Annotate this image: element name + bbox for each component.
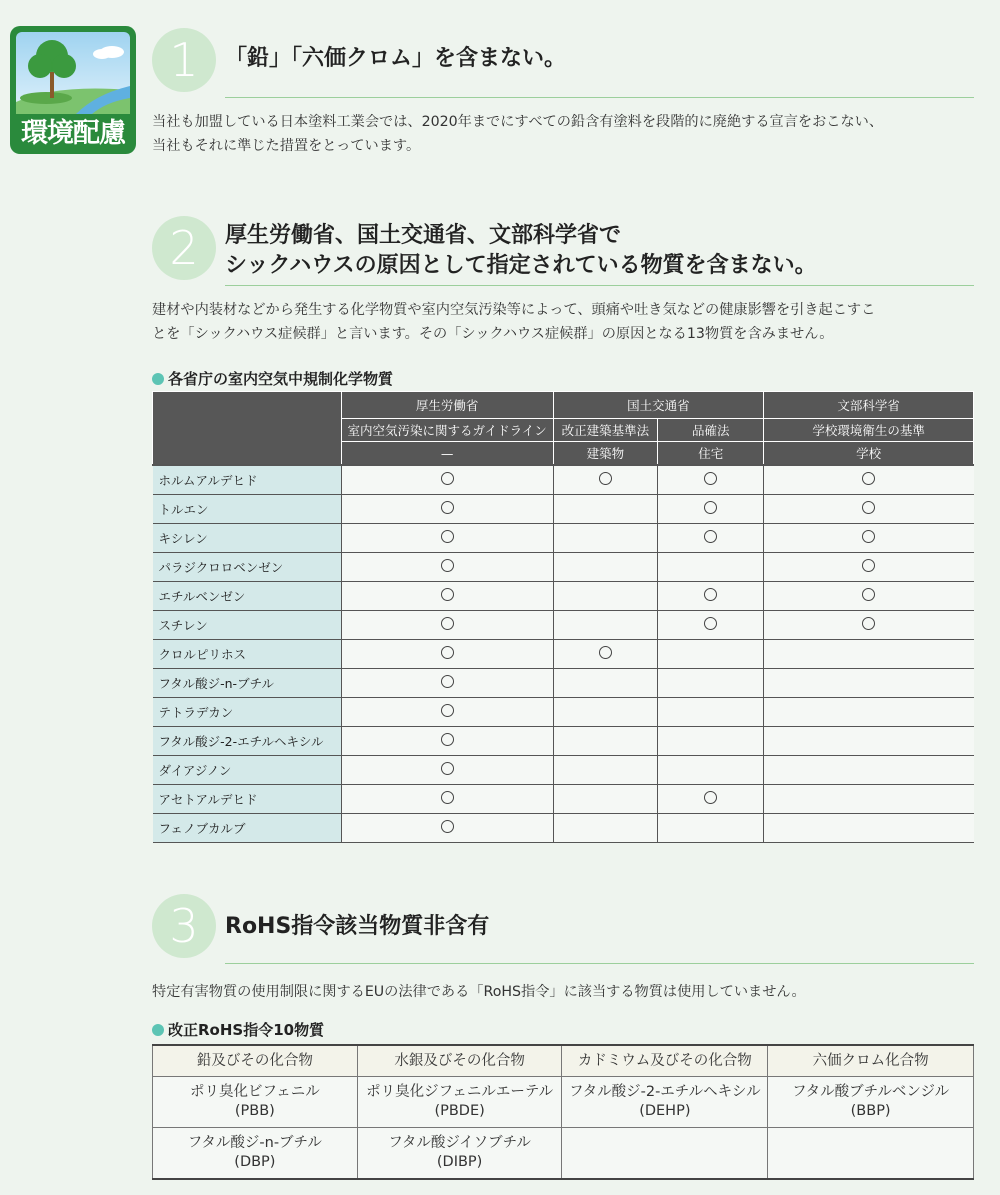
section-3-title-line: RoHS指令該当物質非含有 [225, 914, 490, 939]
regulation-mark-cell [341, 698, 553, 727]
regulated-circle-icon [704, 472, 717, 485]
regulation-mark-cell [764, 785, 974, 814]
regulated-circle-icon [704, 501, 717, 514]
regulated-circle-icon [704, 588, 717, 601]
regulation-mark-cell [764, 465, 974, 495]
regulation-mark-cell [658, 785, 764, 814]
substance-name-cell: スチレン [153, 611, 342, 640]
regulation-mark-cell [553, 640, 658, 669]
paragraph-line: 特定有害物質の使用制限に関するEUの法律である「RoHS指令」に該当する物質は使用していません。 [152, 984, 806, 1000]
target-header: 住宅 [658, 442, 764, 466]
substance-abbr: (DIBP) [436, 1154, 483, 1170]
regulation-mark-cell [553, 785, 658, 814]
regulation-mark-cell [341, 582, 553, 611]
chem-table-heading [152, 368, 393, 389]
section-2-title [225, 221, 817, 281]
regulation-mark-cell [341, 640, 553, 669]
regulation-mark-cell [764, 524, 974, 553]
regulated-circle-icon [441, 588, 454, 601]
paragraph-line: 当社もそれに準じた措置をとっています。 [152, 138, 421, 154]
regulation-mark-cell [341, 785, 553, 814]
regulated-circle-icon [441, 530, 454, 543]
regulation-mark-cell [764, 582, 974, 611]
regulated-circle-icon [441, 501, 454, 514]
regulation-mark-cell [553, 756, 658, 785]
substance-name-cell: ホルムアルデヒド [153, 465, 342, 495]
regulated-circle-icon [862, 501, 875, 514]
section-2-title-line: シックハウスの原因として指定されている物質を含まない。 [225, 253, 817, 278]
rohs-cell [153, 1128, 358, 1180]
regulation-mark-cell [658, 465, 764, 495]
regulation-mark-cell [764, 756, 974, 785]
table-row [153, 465, 974, 495]
regulation-mark-cell [658, 756, 764, 785]
rohs-header-cell: 六価クロム化合物 [768, 1045, 974, 1077]
table-row [153, 785, 974, 814]
regulation-mark-cell [341, 669, 553, 698]
target-header: 学校 [764, 442, 974, 466]
table-row [153, 582, 974, 611]
section-1-number: 1 [152, 28, 216, 92]
regulated-circle-icon [441, 472, 454, 485]
substance-name-cell: クロルピリホス [153, 640, 342, 669]
substance-name-cell: エチルベンゼン [153, 582, 342, 611]
regulation-mark-cell [764, 814, 974, 843]
substance-abbr: (BBP) [850, 1103, 891, 1119]
regulated-circle-icon [862, 530, 875, 543]
regulation-mark-cell [341, 553, 553, 582]
regulation-mark-cell [553, 698, 658, 727]
rohs-table-heading-text: 改正RoHS指令10物質 [168, 1021, 325, 1039]
regulation-mark-cell [553, 524, 658, 553]
regulation-mark-cell [553, 465, 658, 495]
eco-badge [10, 26, 136, 154]
regulated-circle-icon [704, 791, 717, 804]
regulated-circle-icon [441, 704, 454, 717]
section-1-title-line: 「鉛」「六価クロム」を含まない。 [225, 46, 567, 71]
regulation-mark-cell [764, 640, 974, 669]
substance-abbr: (DBP) [234, 1154, 276, 1170]
regulation-mark-cell [658, 611, 764, 640]
dept-header: 厚生労働省 [341, 392, 553, 419]
regulation-mark-cell [764, 611, 974, 640]
substance-name-cell: フタル酸ジ-2-エチルヘキシル [153, 727, 342, 756]
section-1-paragraph [152, 110, 883, 158]
regulated-circle-icon [441, 617, 454, 630]
table-row [153, 495, 974, 524]
paragraph-line: とを「シックハウス症候群」と言います。その「シックハウス症候群」の原因となる13物質を含みません。 [152, 326, 834, 342]
regulation-mark-cell [658, 727, 764, 756]
regulation-mark-cell [553, 727, 658, 756]
regulation-mark-cell [553, 814, 658, 843]
rohs-cell [768, 1077, 974, 1128]
rohs-cell [562, 1128, 768, 1180]
substance-name-cell: ダイアジノン [153, 756, 342, 785]
bullet-dot-icon [152, 1024, 164, 1036]
rohs-cell [153, 1077, 358, 1128]
table-row [153, 698, 974, 727]
regulated-circle-icon [862, 617, 875, 630]
regulation-mark-cell [341, 524, 553, 553]
regulated-circle-icon [862, 472, 875, 485]
table-row [153, 756, 974, 785]
rohs-cell [562, 1077, 768, 1128]
regulation-mark-cell [658, 669, 764, 698]
substance-name-cell: キシレン [153, 524, 342, 553]
table-row [153, 814, 974, 843]
table-row [153, 611, 974, 640]
standard-header: 品確法 [658, 419, 764, 442]
paragraph-line: 建材や内装材などから発生する化学物質や室内空気汚染等によって、頭痛や吐き気などの健康影響を引き起こすこ [152, 302, 876, 318]
regulated-circle-icon [441, 762, 454, 775]
standard-header: 改正建築基準法 [553, 419, 658, 442]
regulated-circle-icon [441, 675, 454, 688]
target-header: — [341, 442, 553, 466]
substance-abbr: (PBDE) [434, 1103, 485, 1119]
bullet-dot-icon [152, 373, 164, 385]
regulation-mark-cell [341, 495, 553, 524]
section-2-divider [225, 285, 974, 286]
substance-name-cell: テトラデカン [153, 698, 342, 727]
regulation-mark-cell [658, 495, 764, 524]
regulated-circle-icon [441, 791, 454, 804]
regulation-mark-cell [764, 495, 974, 524]
rohs-table-heading [152, 1019, 324, 1040]
regulation-mark-cell [658, 524, 764, 553]
tree-landscape-icon [16, 32, 130, 114]
regulation-mark-cell [553, 669, 658, 698]
substance-name: ポリ臭化ビフェニル [189, 1084, 320, 1100]
regulation-mark-cell [553, 495, 658, 524]
rohs-cell [357, 1077, 562, 1128]
dept-header: 国土交通省 [553, 392, 764, 419]
regulation-mark-cell [658, 640, 764, 669]
substance-name: フタル酸ジ-n-ブチル [187, 1135, 322, 1151]
substance-name-cell: トルエン [153, 495, 342, 524]
table-row [153, 524, 974, 553]
regulation-mark-cell [553, 553, 658, 582]
dept-header: 文部科学省 [764, 392, 974, 419]
table-row [153, 640, 974, 669]
section-2-number: 2 [152, 216, 216, 280]
standard-header: 学校環境衛生の基準 [764, 419, 974, 442]
substance-name-cell: アセトアルデヒド [153, 785, 342, 814]
table-row [153, 669, 974, 698]
table-row [153, 727, 974, 756]
substance-name: フタル酸ジイソブチル [388, 1135, 531, 1151]
substance-abbr: (PBB) [234, 1103, 275, 1119]
section-3-number: 3 [152, 894, 216, 958]
regulated-circle-icon [441, 733, 454, 746]
substance-name-cell: フタル酸ジ-n-ブチル [153, 669, 342, 698]
section-1-divider [225, 97, 974, 98]
substance-abbr: (DEHP) [639, 1103, 691, 1119]
target-header: 建築物 [553, 442, 658, 466]
table-row [153, 553, 974, 582]
regulation-mark-cell [553, 611, 658, 640]
section-2-title-line: 厚生労働省、国土交通省、文部科学省で [225, 223, 622, 248]
regulation-mark-cell [658, 582, 764, 611]
chem-table [152, 391, 974, 843]
rohs-cell [768, 1128, 974, 1180]
regulation-mark-cell [341, 814, 553, 843]
badge-label: 環境配慮 [21, 118, 125, 149]
regulation-mark-cell [764, 698, 974, 727]
regulated-circle-icon [599, 646, 612, 659]
regulation-mark-cell [764, 669, 974, 698]
section-2-paragraph [152, 298, 875, 346]
regulation-mark-cell [341, 465, 553, 495]
section-3-title [225, 912, 489, 942]
rohs-header-cell: カドミウム及びその化合物 [562, 1045, 768, 1077]
rohs-header-cell: 水銀及びその化合物 [357, 1045, 562, 1077]
regulation-mark-cell [553, 582, 658, 611]
substance-name-cell: パラジクロロベンゼン [153, 553, 342, 582]
regulation-mark-cell [341, 756, 553, 785]
substance-name: ポリ臭化ジフェニルエーテル [366, 1084, 554, 1100]
regulated-circle-icon [441, 559, 454, 572]
regulation-mark-cell [341, 611, 553, 640]
regulated-circle-icon [862, 559, 875, 572]
chem-table-corner [153, 392, 342, 466]
regulated-circle-icon [441, 820, 454, 833]
substance-name: フタル酸ジ-2-エチルヘキシル [569, 1084, 761, 1100]
regulated-circle-icon [862, 588, 875, 601]
regulation-mark-cell [658, 553, 764, 582]
regulation-mark-cell [341, 727, 553, 756]
paragraph-line: 当社も加盟している日本塗料工業会では、2020年までにすべての鉛含有塗料を段階的に廃絶する宣言をおこない、 [152, 114, 884, 130]
regulated-circle-icon [704, 530, 717, 543]
regulated-circle-icon [704, 617, 717, 630]
rohs-table [152, 1044, 974, 1180]
regulated-circle-icon [599, 472, 612, 485]
regulation-mark-cell [658, 698, 764, 727]
rohs-header-cell: 鉛及びその化合物 [153, 1045, 358, 1077]
regulated-circle-icon [441, 646, 454, 659]
rohs-cell [357, 1128, 562, 1180]
substance-name: フタル酸ブチルベンジル [792, 1084, 950, 1100]
regulation-mark-cell [764, 553, 974, 582]
regulation-mark-cell [658, 814, 764, 843]
regulation-mark-cell [764, 727, 974, 756]
section-3-divider [225, 963, 974, 964]
chem-table-heading-text: 各省庁の室内空気中規制化学物質 [168, 370, 394, 388]
section-3-paragraph [152, 980, 806, 1004]
substance-name-cell: フェノブカルブ [153, 814, 342, 843]
standard-header: 室内空気汚染に関するガイドライン [341, 419, 553, 442]
section-1-title [225, 44, 566, 74]
